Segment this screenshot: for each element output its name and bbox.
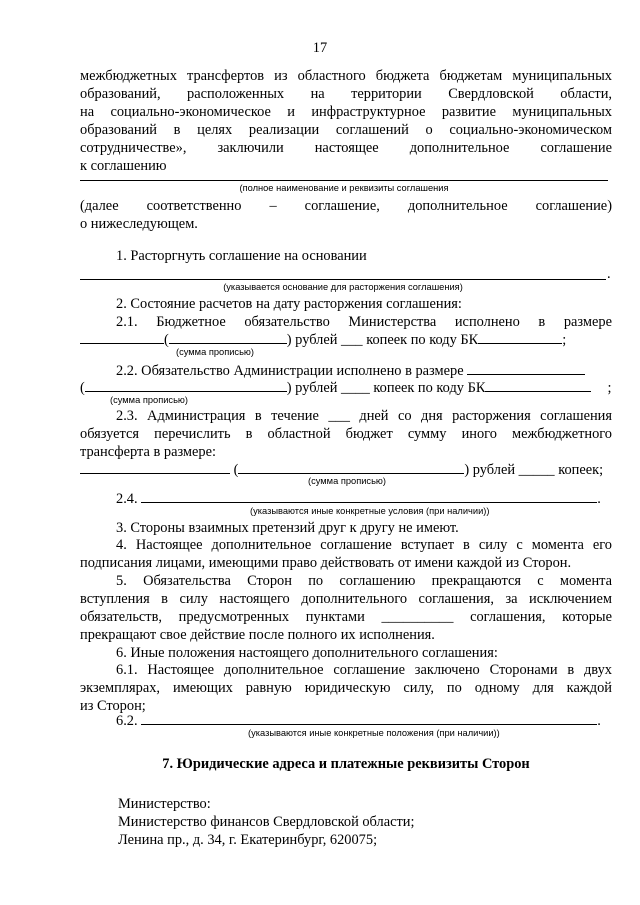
item-2-3-line-2: обязуется перечислить в областной бюджет сумму иного межбюджетного bbox=[80, 426, 612, 442]
item-2-4: 2.4. . bbox=[116, 491, 601, 507]
hint-sum-2-2: (сумма прописью) bbox=[110, 395, 188, 405]
hint-conditions: (указываются иные конкретные условия (при наличии)) bbox=[250, 506, 490, 516]
ministry-label: Министерство: bbox=[118, 796, 211, 812]
agreement-blank-line bbox=[80, 180, 608, 181]
item-2-2-line-1: 2.2. Обязательство Администрации исполнено в размере bbox=[80, 362, 612, 379]
hint-agreement: (полное наименование и реквизиты соглашения bbox=[239, 183, 449, 193]
item-5-line-1: 5. Обязательства Сторон по соглашению прекращаются с момента bbox=[116, 573, 612, 589]
item-4-line-1: 4. Настоящее дополнительное соглашение вступает в силу с момента его bbox=[116, 537, 612, 553]
item-2-2-line-2: ( ) рублей ____ копеек по коду БК ; bbox=[80, 380, 612, 396]
item-4-line-2: подписания лицами, имеющими право действовать от имени каждой из Сторон. bbox=[80, 555, 572, 571]
intro-line-3: на социально-экономическое и инфраструктурное развитие муниципальных bbox=[80, 104, 612, 120]
item-2-3-line-3: трансферта в размере: bbox=[80, 444, 217, 460]
intro-line-6: к соглашению bbox=[80, 158, 167, 174]
item-6-1-line-2: экземплярах, имеющих равную юридическую силу, по одному для каждой bbox=[80, 680, 612, 696]
ministry-address: Ленина пр., д. 34, г. Екатеринбург, 620075; bbox=[118, 832, 378, 848]
further-line-1: (далее соответственно – соглашение, дополнительное соглашение) bbox=[80, 198, 612, 214]
hint-provisions: (указываются иные конкретные положения (при наличии)) bbox=[248, 728, 500, 738]
intro-line-1: межбюджетных трансфертов из областного бюджета бюджетам муниципальных bbox=[80, 68, 612, 84]
item-5-line-2: вступления в силу настоящего дополнительного соглашения, за исключением bbox=[80, 591, 612, 607]
item-6-2: 6.2. . bbox=[116, 713, 601, 729]
item-2: 2. Состояние расчетов на дату расторжения соглашения: bbox=[116, 296, 462, 312]
item-5-line-3: обязательств, предусмотренных пунктами __________ соглашения, которые bbox=[80, 609, 612, 625]
item-1: 1. Расторгнуть соглашение на основании bbox=[116, 248, 367, 264]
ministry-name: Министерство финансов Свердловской области; bbox=[118, 814, 415, 830]
item-3: 3. Стороны взаимных претензий друг к другу не имеют. bbox=[116, 520, 459, 536]
hint-sum-2-1: (сумма прописью) bbox=[176, 347, 254, 357]
item-2-3-line-1: 2.3. Администрация в течение ___ дней со дня расторжения соглашения bbox=[116, 408, 612, 424]
intro-line-2: образований, расположенных на территории Свердловской области, bbox=[80, 86, 612, 102]
item-6-1-line-1: 6.1. Настоящее дополнительное соглашение заключено Сторонами в двух bbox=[116, 662, 612, 678]
further-line-2: о нижеследующем. bbox=[80, 216, 198, 232]
item-6-1-line-3: из Сторон; bbox=[80, 698, 146, 714]
hint-sum-2-3: (сумма прописью) bbox=[308, 476, 386, 486]
item-2-1-line-2: ( ) рублей ___ копеек по коду БК ; bbox=[80, 331, 612, 348]
item-6: 6. Иные положения настоящего дополнительного соглашения: bbox=[116, 645, 498, 661]
hint-basis: (указывается основание для расторжения соглашения) bbox=[223, 282, 463, 292]
item-2-3-line-4: ( ) рублей _____ копеек; bbox=[80, 461, 612, 478]
section-7-title: 7. Юридические адреса и платежные реквизиты Сторон bbox=[162, 756, 530, 772]
intro-line-5: сотрудничестве», заключили настоящее дополнительное соглашение bbox=[80, 140, 612, 156]
item-2-1-line-1: 2.1. Бюджетное обязательство Министерства исполнено в размере bbox=[116, 314, 612, 330]
item-5-line-4: прекращают свое действие после полного их исполнения. bbox=[80, 627, 435, 643]
basis-end: . bbox=[607, 266, 611, 282]
page-number: 17 bbox=[312, 40, 328, 56]
intro-line-4: образований в целях реализации соглашений о социально-экономическом bbox=[80, 122, 612, 138]
basis-blank-line bbox=[80, 279, 606, 280]
